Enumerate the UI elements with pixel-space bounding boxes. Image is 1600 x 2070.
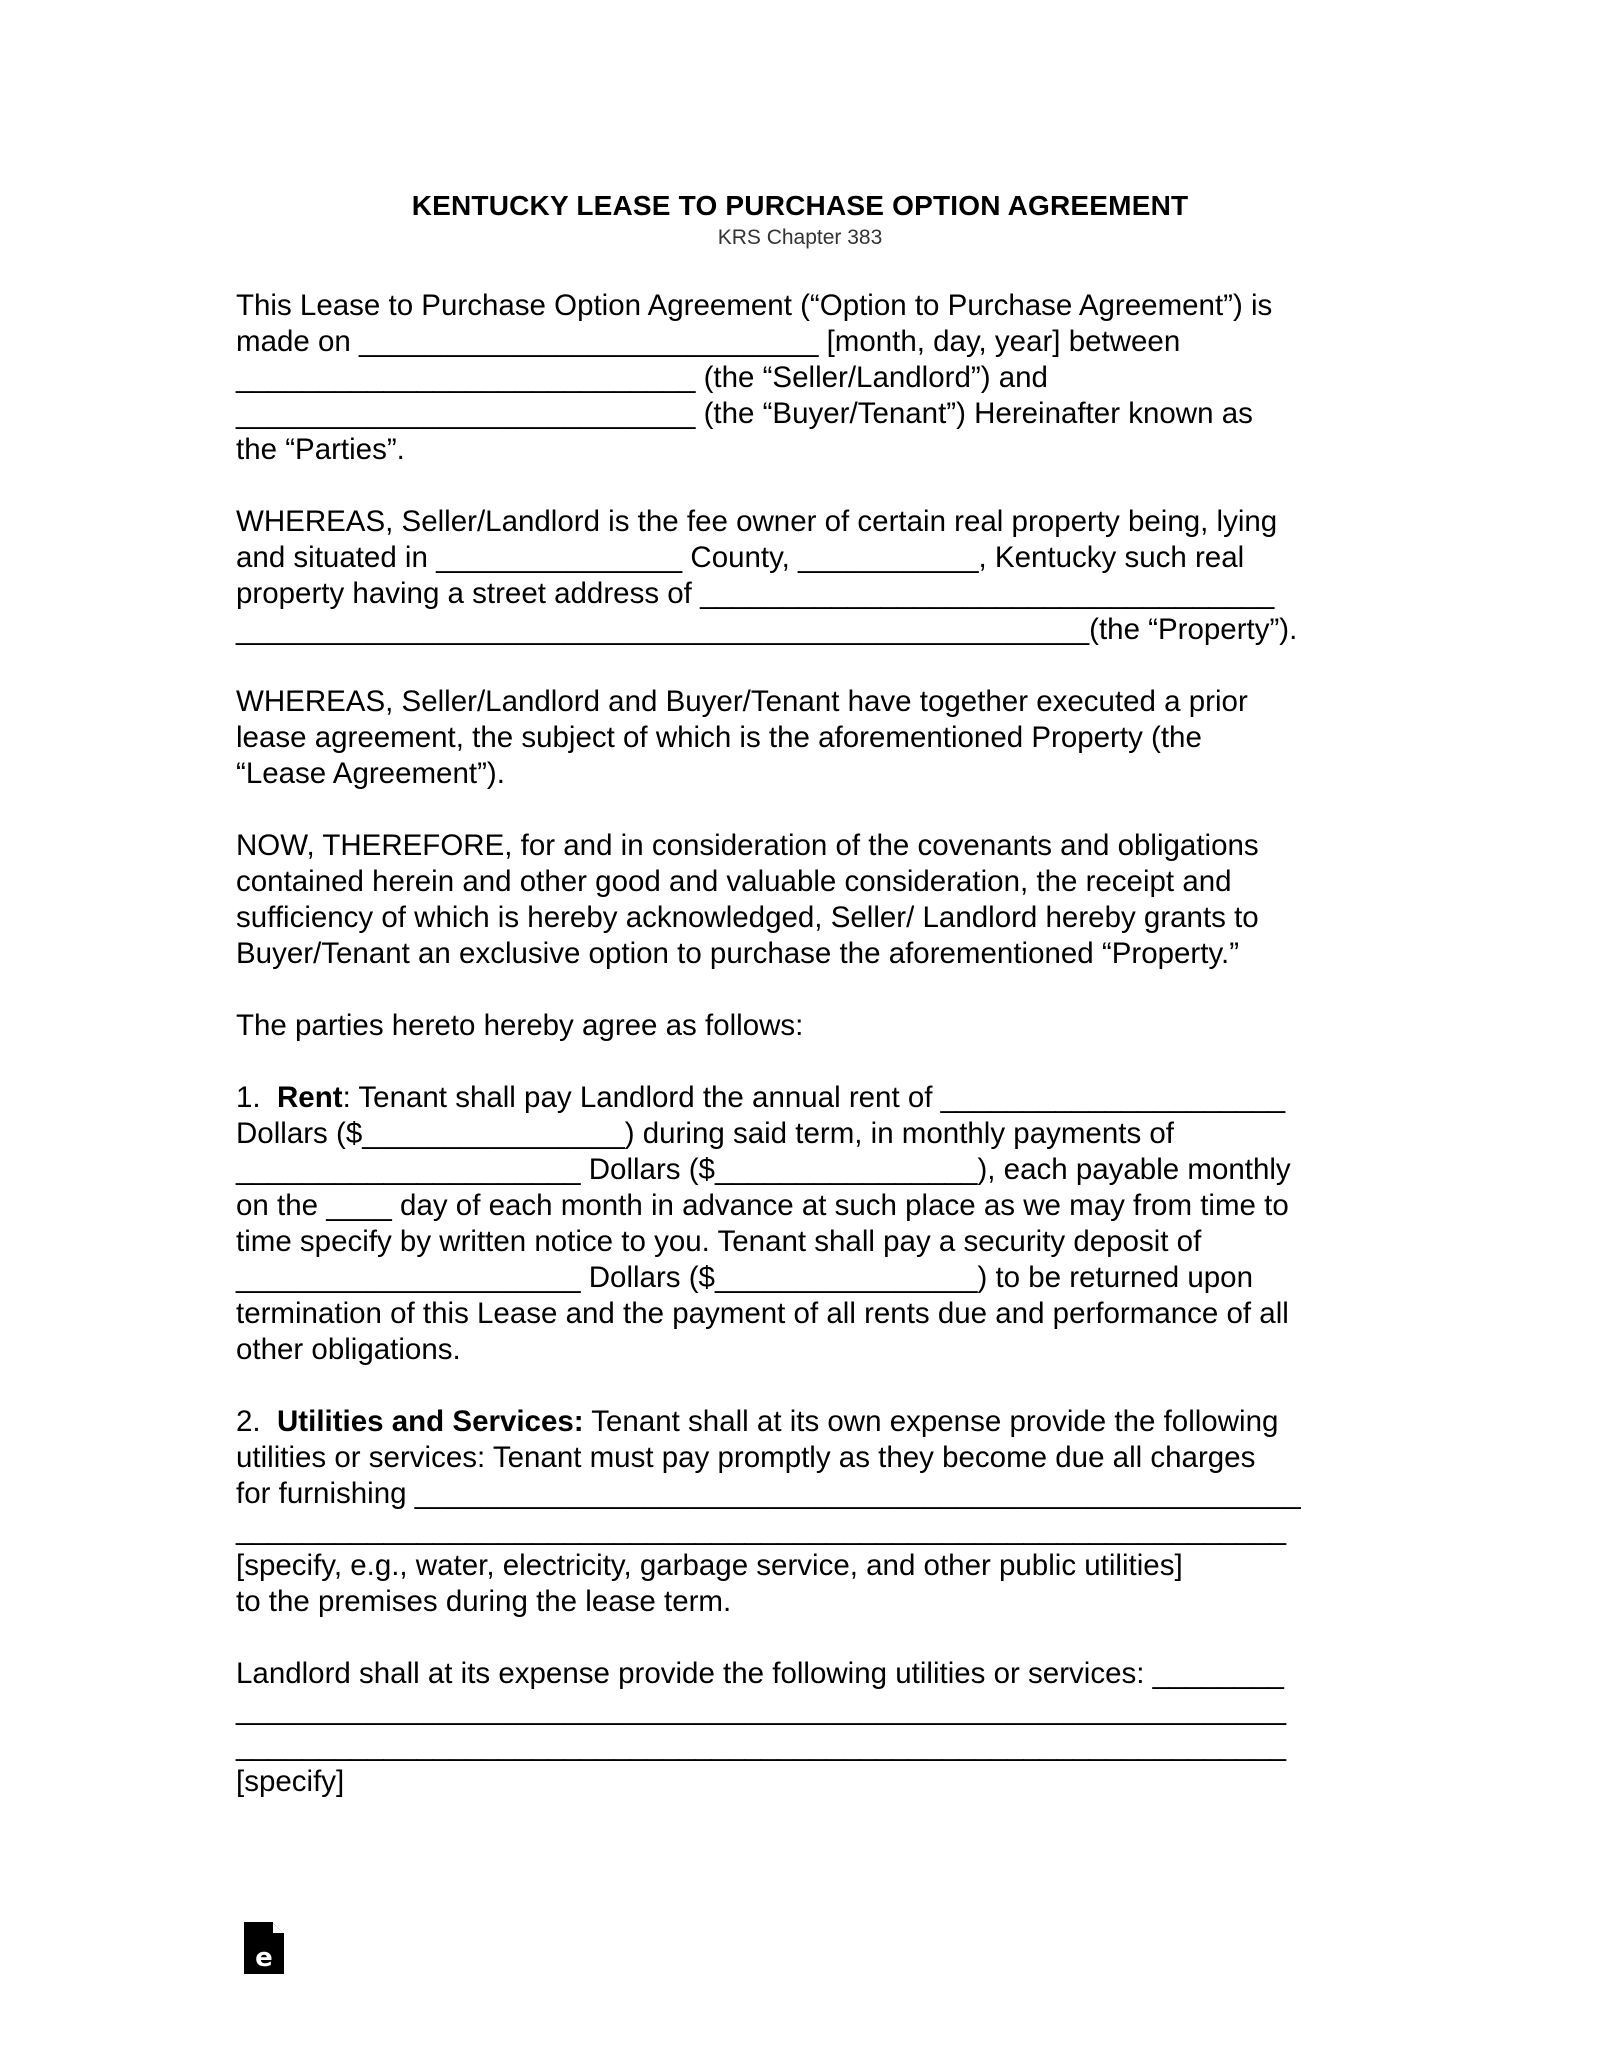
section-rent-line: time specify by written notice to you. Tenant shall pay a security deposit of: [236, 1225, 1202, 1258]
whereas-property-line: and situated in _______________ County, ___________, Kentucky such real: [236, 541, 1245, 574]
section-number: 1.: [236, 1081, 277, 1114]
landlord-utilities-line: Landlord shall at its expense provide the following utilities or services: ________: [236, 1657, 1284, 1690]
section-heading-rent: Rent: [277, 1081, 343, 1114]
agree-line: The parties hereto hereby agree as follows:: [236, 1009, 804, 1042]
intro-line: made on ____________________________ [month, day, year] between: [236, 325, 1181, 358]
section-text: Tenant shall at its own expense provide the following: [583, 1405, 1279, 1438]
now-therefore-line: contained herein and other good and valuable consideration, the receipt and: [236, 865, 1232, 898]
intro-line: the “Parties”.: [236, 433, 405, 466]
now-therefore-line: sufficiency of which is hereby acknowledged, Seller/ Landlord hereby grants to: [236, 901, 1259, 934]
document-title: KENTUCKY LEASE TO PURCHASE OPTION AGREEMENT: [411, 190, 1189, 221]
section-rent-line: termination of this Lease and the payment of all rents due and performance of all: [236, 1297, 1289, 1330]
now-therefore-line: NOW, THEREFORE, for and in consideration of the covenants and obligations: [236, 829, 1259, 862]
whereas-lease-line: lease agreement, the subject of which is the aforementioned Property (the: [236, 721, 1202, 754]
section-rent-line: on the ____ day of each month in advance at such place as we may from time to: [236, 1189, 1289, 1222]
section-heading-utilities: Utilities and Services:: [277, 1405, 584, 1438]
intro-line: ____________________________ (the “Seller/Landlord”) and: [236, 361, 1048, 394]
section-rent-line: other obligations.: [236, 1333, 461, 1366]
intro-line: ____________________________ (the “Buyer/Tenant”) Hereinafter known as: [236, 397, 1253, 430]
section-utilities-line: utilities or services: Tenant must pay promptly as they become due all charges: [236, 1441, 1256, 1474]
landlord-utilities-line: ________________________________________________________________: [236, 1729, 1287, 1762]
whereas-lease-line: WHEREAS, Seller/Landlord and Buyer/Tenant have together executed a prior: [236, 685, 1248, 718]
whereas-property-line: property having a street address of ___________________________________: [236, 577, 1275, 610]
svg-text:e: e: [255, 1943, 273, 1973]
intro-line: This Lease to Purchase Option Agreement (“Option to Purchase Agreement”) is: [236, 289, 1273, 322]
section-utilities-line: ________________________________________________________________: [236, 1513, 1287, 1546]
document-subtitle: KRS Chapter 383: [717, 226, 883, 249]
eforms-logo-icon: [244, 1922, 284, 1974]
section-rent-line: _____________________ Dollars ($________________), each payable monthly: [236, 1153, 1291, 1186]
section-rent-line: _____________________ Dollars ($________________) to be returned upon: [236, 1261, 1253, 1294]
whereas-lease-line: “Lease Agreement”).: [236, 757, 505, 790]
whereas-property-line: ____________________________________________________(the “Property”).: [236, 613, 1298, 646]
section-utilities-line: to the premises during the lease term.: [236, 1585, 732, 1618]
section-rent-line: Dollars ($________________) during said term, in monthly payments of: [236, 1117, 1174, 1150]
now-therefore-line: Buyer/Tenant an exclusive option to purchase the aforementioned “Property.”: [236, 937, 1240, 970]
section-rent-heading-line: [236, 1080, 1285, 1116]
landlord-utilities-line: ________________________________________________________________: [236, 1693, 1287, 1726]
section-utilities-line: [specify, e.g., water, electricity, garbage service, and other public utilities]: [236, 1549, 1183, 1582]
section-utilities-line: for furnishing ______________________________________________________: [236, 1477, 1301, 1510]
section-text: : Tenant shall pay Landlord the annual rent of _____________________: [342, 1081, 1286, 1114]
section-utilities-heading-line: [236, 1404, 1278, 1440]
section-number: 2.: [236, 1405, 277, 1438]
whereas-property-line: WHEREAS, Seller/Landlord is the fee owner of certain real property being, lying: [236, 505, 1278, 538]
landlord-utilities-line: [specify]: [236, 1765, 345, 1798]
